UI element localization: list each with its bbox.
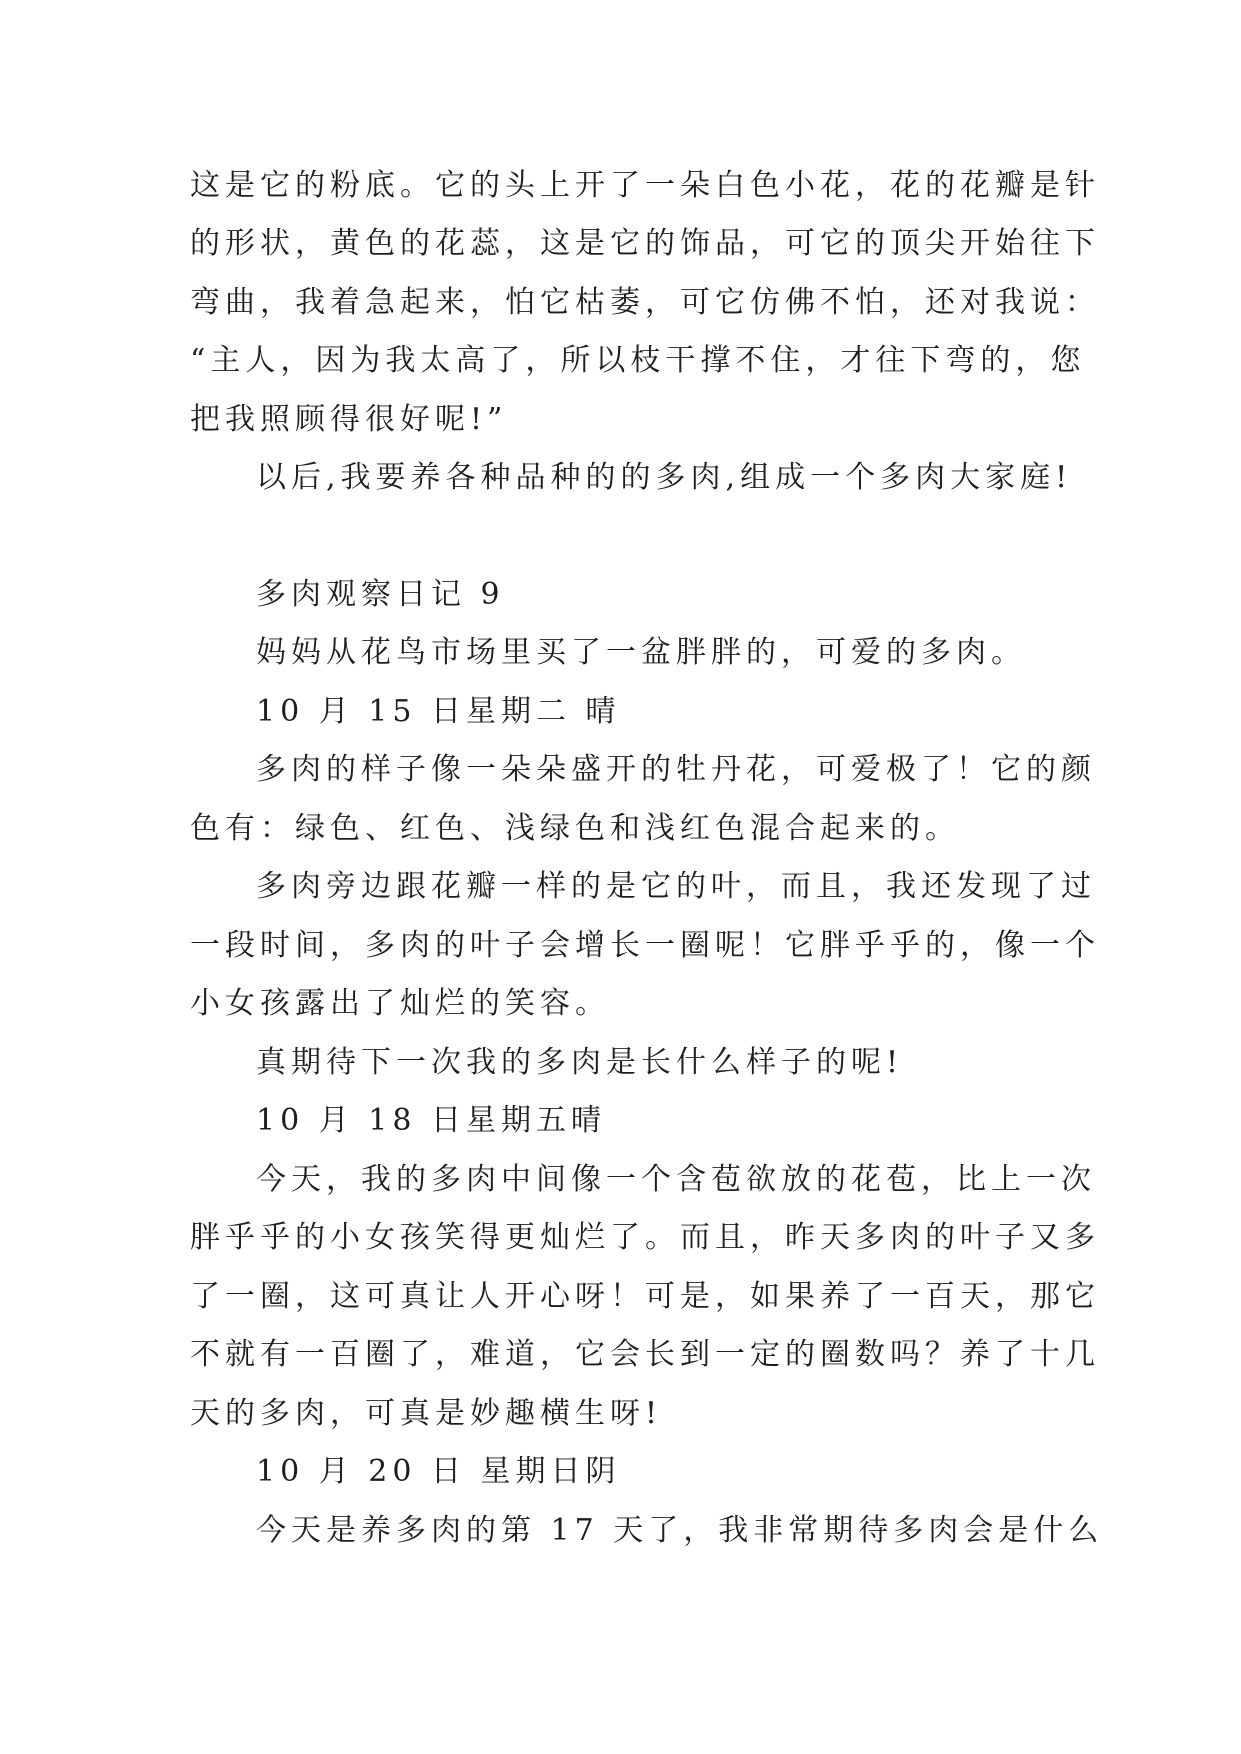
text-line: 弯曲，我着急起来，怕它枯萎，可它仿佛不怕，还对我说： xyxy=(190,285,1100,320)
section-title: 多肉观察日记 9 xyxy=(256,577,505,612)
text-line: “主人，因为我太高了，所以枝干撑不住，才往下弯的，您 xyxy=(190,343,1086,378)
text-line: 胖乎乎的小女孩笑得更灿烂了。而且，昨天多肉的叶子又多 xyxy=(190,1220,1100,1255)
text-line: 一段时间，多肉的叶子会增长一圈呢！它胖乎乎的，像一个 xyxy=(190,928,1100,963)
text-line: 妈妈从花鸟市场里买了一盆胖胖的，可爱的多肉。 xyxy=(256,635,1026,670)
text-line: 多肉的样子像一朵朵盛开的牡丹花，可爱极了！它的颜 xyxy=(256,752,1096,787)
text-line: 今天是养多肉的第 17 天了，我非常期待多肉会是什么 xyxy=(256,1513,1104,1548)
text-line: 把我照顾得很好呢!” xyxy=(190,402,508,437)
text-line: 今天，我的多肉中间像一个含苞欲放的花苞，比上一次 xyxy=(256,1162,1096,1197)
text-line: 不就有一百圈了，难道，它会长到一定的圈数吗？养了十几 xyxy=(190,1337,1100,1372)
date-heading: 10 月 18 日星期五晴 xyxy=(256,1103,606,1138)
text-line: 真期待下一次我的多肉是长什么样子的呢! xyxy=(256,1045,904,1080)
text-line: 天的多肉，可真是妙趣横生呀! xyxy=(190,1396,663,1431)
text-line: 的形状，黄色的花蕊，这是它的饰品，可它的顶尖开始往下 xyxy=(190,226,1100,261)
text-line: 了一圈，这可真让人开心呀！可是，如果养了一百天，那它 xyxy=(190,1279,1100,1314)
text-line: 以后,我要养各种品种的的多肉,组成一个多肉大家庭! xyxy=(256,460,1073,495)
text-line: 多肉旁边跟花瓣一样的是它的叶，而且，我还发现了过 xyxy=(256,869,1096,904)
text-line: 这是它的粉底。它的头上开了一朵白色小花，花的花瓣是针 xyxy=(190,168,1100,203)
date-heading: 10 月 15 日星期二 晴 xyxy=(256,694,621,729)
text-line: 小女孩露出了灿烂的笑容。 xyxy=(190,986,610,1021)
date-heading: 10 月 20 日 星期日阴 xyxy=(256,1454,621,1489)
text-line: 色有：绿色、红色、浅绿色和浅红色混合起来的。 xyxy=(190,811,960,846)
